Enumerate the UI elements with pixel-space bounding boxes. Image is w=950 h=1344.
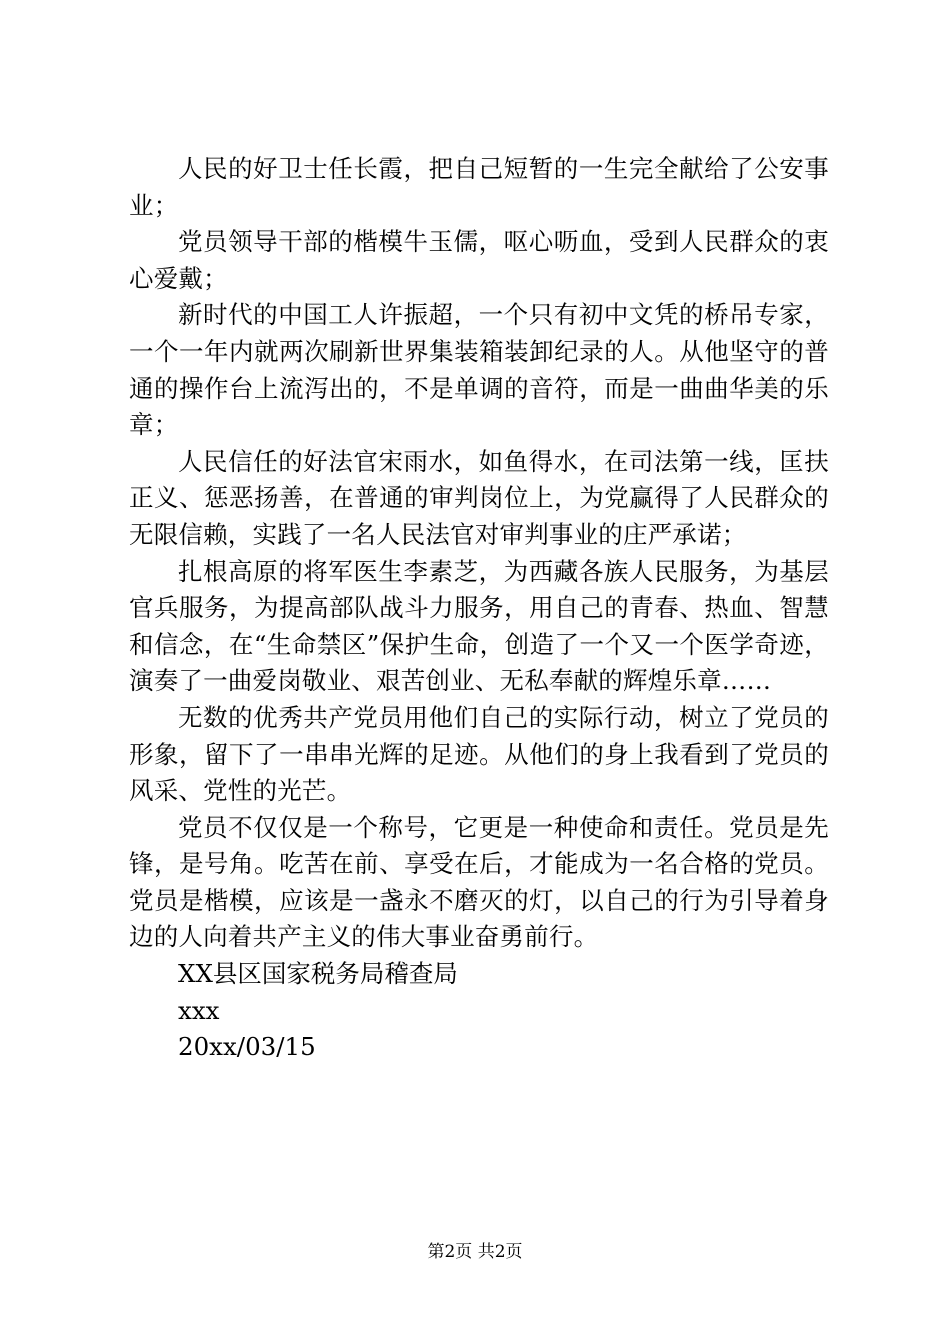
paragraph-song-yushui: 人民信任的好法官宋雨水，如鱼得水，在司法第一线，匡扶正义、惩恶扬善，在普通的审判岗位上，为党赢得了人民群众的无限信赖，实践了一名人民法官对审判事业的庄严承诺； bbox=[129, 446, 829, 549]
paragraph-niu-yuru: 党员领导干部的楷模牛玉儒，呕心呖血，受到人民群众的衷心爱戴； bbox=[129, 227, 829, 293]
page-number-footer: 第2页 共2页 bbox=[427, 1242, 523, 1262]
signature-date: 20xx/03/15 bbox=[178, 1032, 316, 1062]
paragraph-mission: 党员不仅仅是一个称号，它更是一种使命和责任。党员是先锋，是号角。吃苦在前、享受在后，才能成为一名合格的党员。党员是楷模，应该是一盏永不磨灭的灯，以自己的行为引导着身边的人向着共产主义的伟大事业奋勇前行。 bbox=[129, 812, 829, 952]
signature-organization: XX县区国家税务局稽查局 bbox=[178, 959, 458, 989]
paragraph-ren-changxia: 人民的好卫士任长霞，把自己短暂的一生完全献给了公安事业； bbox=[129, 154, 829, 220]
paragraph-xu-zhenchao: 新时代的中国工人许振超，一个只有初中文凭的桥吊专家，一个一年内就两次刷新世界集装箱装卸纪录的人。从他坚守的普通的操作台上流泻出的，不是单调的音符，而是一曲曲华美的乐章； bbox=[129, 300, 829, 440]
paragraph-li-suzhi: 扎根高原的将军医生李素芝，为西藏各族人民服务，为基层官兵服务，为提高部队战斗力服务，用自己的青春、热血、智慧和信念，在“生命禁区”保护生命，创造了一个又一个医学奇迹，演奏了一曲爱岗敬业、艰苦创业、无私奉献的辉煌乐章…… bbox=[129, 556, 829, 696]
signature-name: xxx bbox=[178, 995, 220, 1025]
paragraph-party-members: 无数的优秀共产党员用他们自己的实际行动，树立了党员的形象，留下了一串串光辉的足迹。从他们的身上我看到了党员的风采、党性的光芒。 bbox=[129, 702, 829, 806]
document-body bbox=[129, 151, 829, 1066]
